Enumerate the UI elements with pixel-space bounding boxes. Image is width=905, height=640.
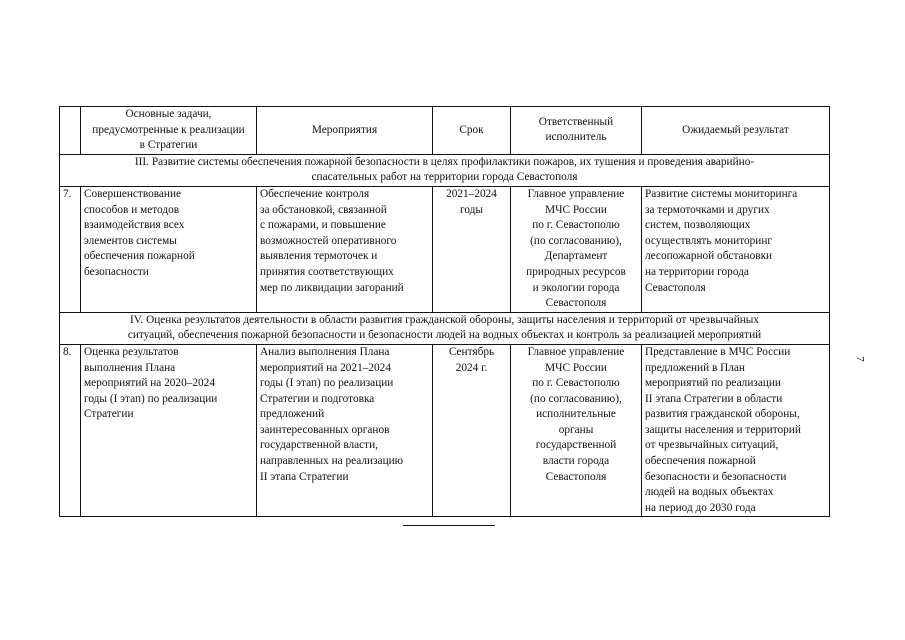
header-tasks: Основные задачи, предусмотренные к реализации в Стратегии — [81, 107, 257, 155]
page-number: 7 — [853, 356, 866, 362]
end-of-document-line — [403, 525, 495, 526]
row-number: 7. — [60, 186, 81, 312]
header-term: Срок — [433, 107, 511, 155]
table-row — [60, 186, 830, 312]
row-measures: Обеспечение контроля за обстановкой, связанной с пожарами, и повышение возможностей оперативного выявления термоточек и принятия соответствующих мер по ликвидации загораний — [257, 186, 433, 312]
table-row — [60, 344, 830, 517]
section-title: IV. Оценка результатов деятельности в области развития гражданской обороны, защиты населения и территорий от чрезвычайных ситуаций, обеспечения пожарной безопасности и безопасности людей на водных объектах и контроль за реализацией мероприятий — [60, 312, 830, 344]
row-result: Представление в МЧС России предложений в План мероприятий по реализации II этапа Стратегии в области развития гражданской обороны, защиты населения и территорий от чрезвычайных ситуаций, обеспечения пожарной безопасности и безопасности людей на водных объектах на период до 2030 года — [642, 344, 830, 517]
row-executor: Главное управление МЧС России по г. Севастополю (по согласованию), исполнительные органы государственной власти города Севастополя — [511, 344, 642, 517]
section-title-row — [60, 154, 830, 186]
row-measures: Анализ выполнения Плана мероприятий на 2021–2024 годы (I этап) по реализации Стратегии и подготовка предложений заинтересованных органов государственной власти, направленных на реализацию II этапа Стратегии — [257, 344, 433, 517]
row-number: 8. — [60, 344, 81, 517]
header-result: Ожидаемый результат — [642, 107, 830, 155]
row-term: 2021–2024 годы — [433, 186, 511, 312]
section-title-row — [60, 312, 830, 344]
header-measures: Мероприятия — [257, 107, 433, 155]
row-task: Совершенствование способов и методов взаимодействия всех элементов системы обеспечения пожарной безопасности — [81, 186, 257, 312]
row-term: Сентябрь 2024 г. — [433, 344, 511, 517]
row-result: Развитие системы мониторинга за термоточками и других систем, позволяющих осуществлять мониторинг лесопожарной обстановки на территории города Севастополя — [642, 186, 830, 312]
section-title: III. Развитие системы обеспечения пожарной безопасности в целях профилактики пожаров, их тушения и проведения аварийно- спасательных работ на территории города Севастополя — [60, 154, 830, 186]
strategy-plan-table — [59, 106, 830, 517]
header-executor: Ответственный исполнитель — [511, 107, 642, 155]
table-header-row — [60, 107, 830, 155]
header-number — [60, 107, 81, 155]
row-task: Оценка результатов выполнения Плана мероприятий на 2020–2024 годы (I этап) по реализации Стратегии — [81, 344, 257, 517]
row-executor: Главное управление МЧС России по г. Севастополю (по согласованию), Департамент природных ресурсов и экологии города Севастополя — [511, 186, 642, 312]
